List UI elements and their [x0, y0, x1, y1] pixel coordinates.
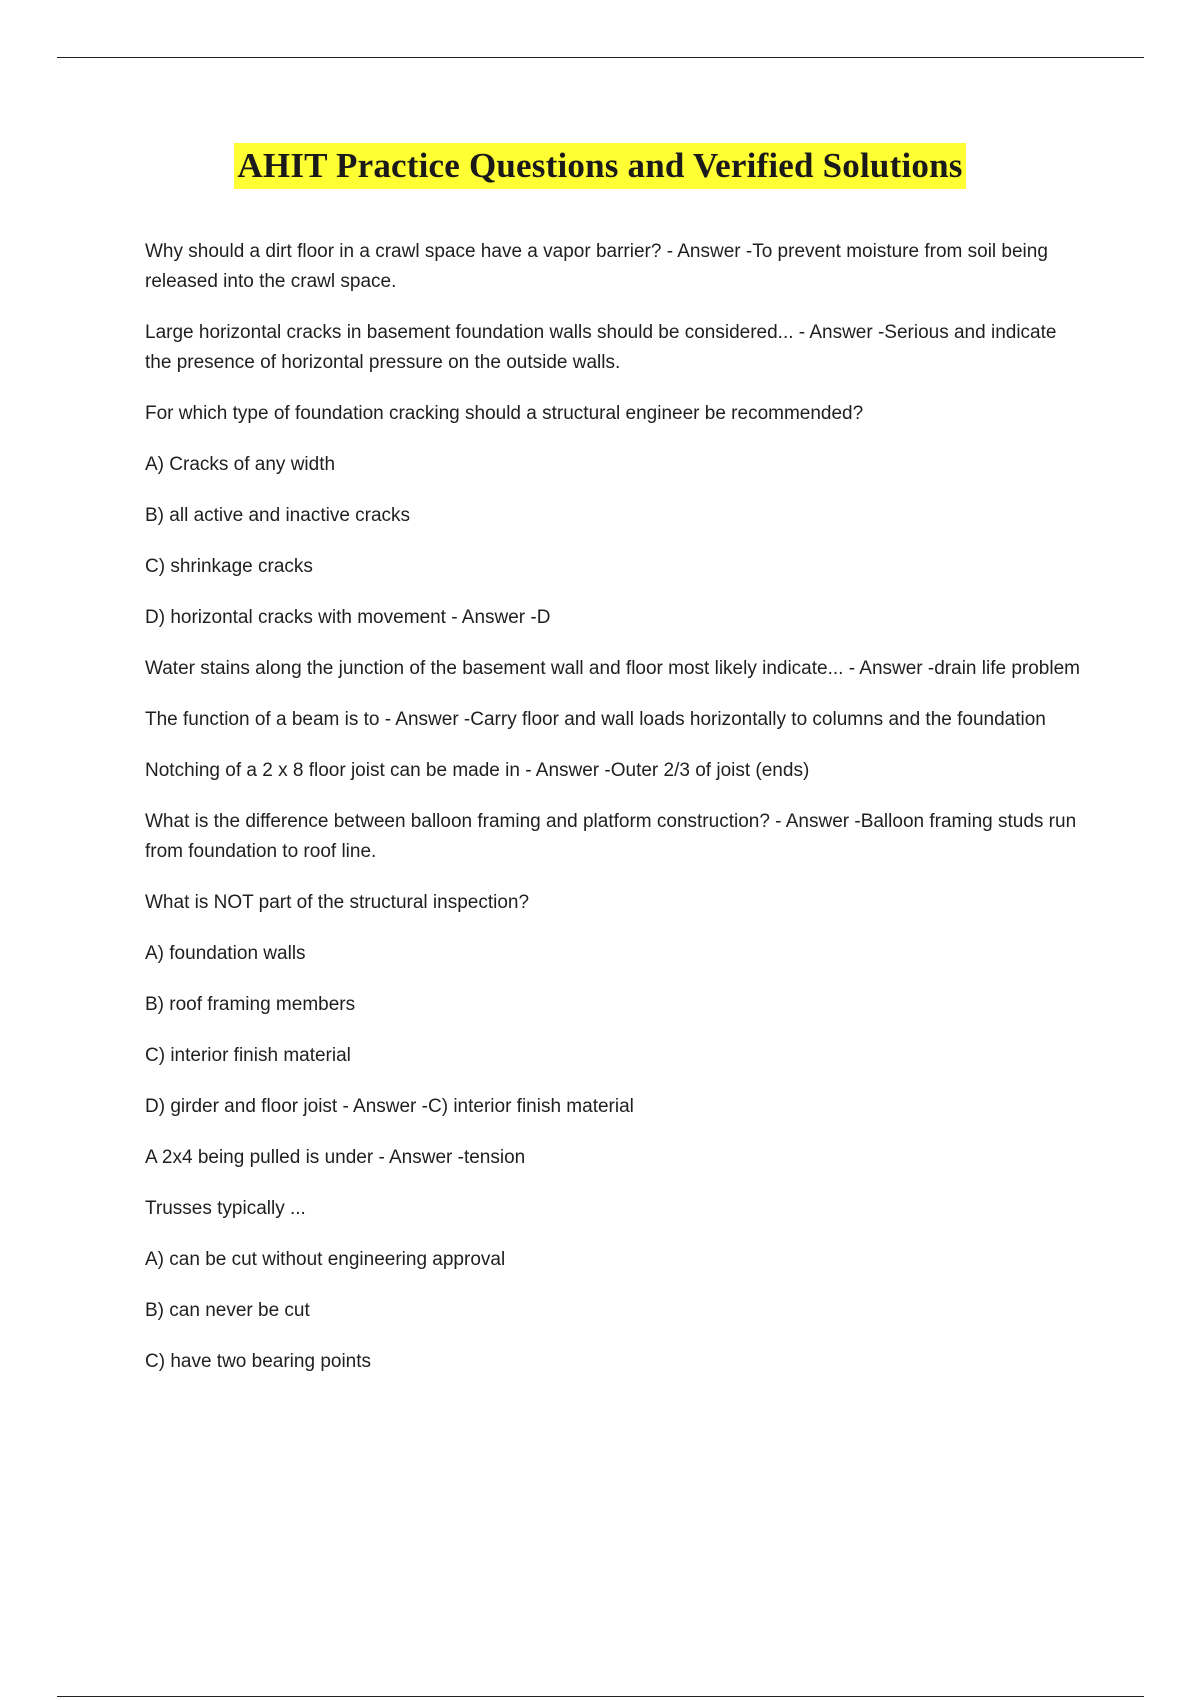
question-paragraph: Why should a dirt floor in a crawl space have a vapor barrier? - Answer -To prevent moisture from soil being released into the crawl space. [145, 241, 1048, 292]
question-paragraph: Water stains along the junction of the basement wall and floor most likely indicate... - Answer -drain life problem [145, 658, 1080, 679]
question-paragraph: What is the difference between balloon framing and platform construction? - Answer -Balloon framing studs run from foundation to roof line. [145, 811, 1077, 862]
question-paragraph: Notching of a 2 x 8 floor joist can be made in - Answer -Outer 2/3 of joist (ends) [145, 760, 810, 781]
answer-option: C) interior finish material [145, 1045, 351, 1066]
question-paragraph: The function of a beam is to - Answer -Carry floor and wall loads horizontally to columns and the foundation [145, 709, 1046, 730]
answer-option: B) roof framing members [145, 994, 356, 1015]
question-paragraph: For which type of foundation cracking should a structural engineer be recommended? [145, 403, 864, 424]
question-paragraph: A 2x4 being pulled is under - Answer -tension [145, 1147, 526, 1168]
answer-option: B) can never be cut [145, 1300, 310, 1321]
answer-option: C) shrinkage cracks [145, 556, 313, 577]
answer-option: D) girder and floor joist - Answer -C) interior finish material [145, 1096, 634, 1117]
answer-option: D) horizontal cracks with movement - Answer -D [145, 607, 551, 628]
top-rule [57, 57, 1144, 58]
answer-option: A) Cracks of any width [145, 454, 336, 475]
document-title: AHIT Practice Questions and Verified Solutions [234, 143, 965, 189]
question-paragraph: Trusses typically ... [145, 1198, 306, 1219]
question-paragraph: Large horizontal cracks in basement foundation walls should be considered... - Answer -Serious and indicate the presence of horizontal pressure on the outside walls. [145, 322, 1057, 373]
document-body [145, 237, 1085, 1398]
answer-option: B) all active and inactive cracks [145, 505, 411, 526]
answer-option: A) foundation walls [145, 943, 306, 964]
question-paragraph: What is NOT part of the structural inspection? [145, 892, 530, 913]
bottom-rule [57, 1696, 1144, 1697]
answer-option: A) can be cut without engineering approval [145, 1249, 506, 1270]
answer-option: C) have two bearing points [145, 1351, 372, 1372]
title-container [0, 143, 1200, 189]
